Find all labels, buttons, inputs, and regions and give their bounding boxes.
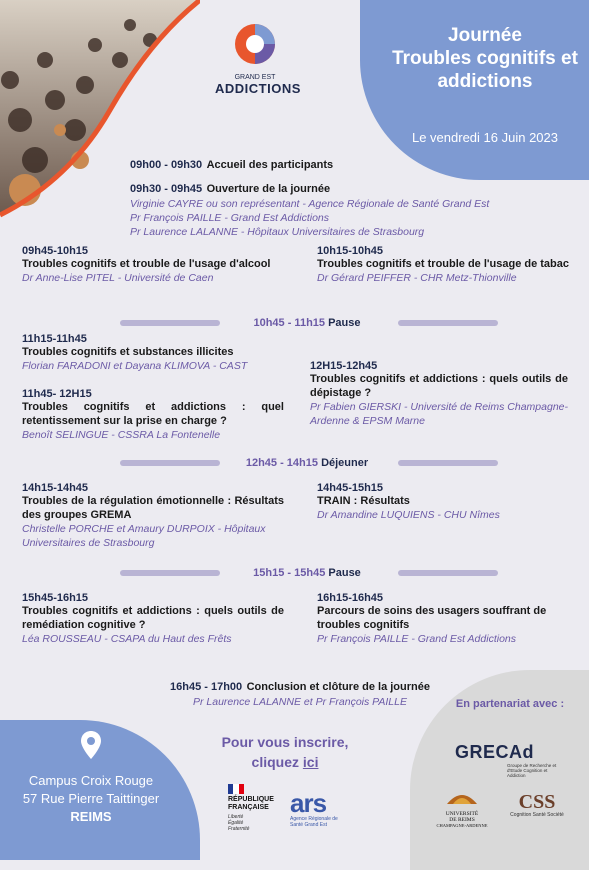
session-illicit: 11h15-11h45 Troubles cognitifs et substances illicites Florian FARADONI et Dayana KLIMOVA - CAST [22, 333, 248, 372]
session-care-impact: 11h45- 12H15 Troubles cognitifs et addictions : quel retentissement sur la prise en charge ? Benoît SELINGUE - CSSRA La Fontenelle [22, 388, 284, 441]
ars-logo: ars Agence Régionale de Santé Grand Est [290, 788, 338, 828]
flag-icon [228, 784, 244, 794]
session-train: 14h45-15h15 TRAIN : Résultats Dr Amandine LUQUIENS - CHU Nîmes [317, 482, 500, 521]
session-care-pathway: 16h15-16h45 Parcours de soins des usagers souffrant de troubles cognitifs Pr François PAILLE - Grand Est Addictions [317, 592, 547, 645]
break-pause-2: 15h15 - 15h45 Pause [253, 567, 361, 579]
divider [120, 460, 220, 466]
break-pause-1: 10h45 - 11h15 Pause [253, 317, 361, 329]
divider [398, 460, 498, 466]
location-pin-icon [80, 730, 102, 760]
divider [120, 320, 220, 326]
register-text: Pour vous inscrire, cliquez ici [221, 734, 349, 770]
session-opening: 09h30 - 09h45 Ouverture de la journée Virginie CAYRE ou son représentant - Agence Régionale de Santé Grand Est Pr François PAILLE - Grand Est Addictions Pr Laurence LALANNE - Hôpitaux Universitaires de Strasbourg [130, 183, 490, 238]
break-lunch: 12h45 - 14h15 Déjeuner [245, 457, 369, 469]
css-logo: CSS Cognition Santé Société [510, 791, 564, 818]
urca-logo: UNIVERSITÉ DE REIMS CHAMPAGNE-ARDENNE [427, 790, 497, 829]
venue-address: Campus Croix Rouge 57 Rue Pierre Taittinger REIMS [22, 773, 160, 824]
event-title: Journée Troubles cognitifs et addictions [392, 25, 578, 92]
divider [398, 570, 498, 576]
republique-francaise-logo: RÉPUBLIQUE FRANÇAISE Liberté Égalité Fraternité [228, 784, 286, 832]
session-tobacco: 10h15-10h45 Troubles cognitifs et trouble de l'usage de tabac Dr Gérard PEIFFER - CHR Metz-Thionville [317, 245, 569, 284]
grecad-logo: GRECAd Groupe de Recherche et d'Etude Cognition et Addiction [455, 742, 557, 778]
event-date: Le vendredi 16 Juin 2023 [411, 130, 558, 145]
session-remediation: 15h45-16h15 Troubles cognitifs et addictions : quels outils de remédiation cognitive ? Léa ROUSSEAU - CSAPA du Haut des Frêts [22, 592, 284, 645]
logo-line1: GRAND EST [234, 74, 276, 81]
session-screening: 12H15-12h45 Troubles cognitifs et addictions : quels outils de dépistage ? Pr Fabien GIERSKI - Université de Reims Champagne-Ardenne & EPSM Marne [310, 360, 568, 427]
header-banner [360, 0, 589, 180]
urca-emblem-icon [445, 790, 479, 806]
session-welcome: 09h00 - 09h30 Accueil des participants [130, 159, 334, 171]
logo-icon [229, 18, 281, 70]
divider [398, 320, 498, 326]
logo-line2: ADDICTIONS [215, 81, 301, 96]
partners-label: En partenariat avec : [455, 698, 565, 710]
divider [120, 570, 220, 576]
session-closing: 16h45 - 17h00 Conclusion et clôture de la journée Pr Laurence LALANNE et Pr François PAILLE [170, 681, 430, 708]
session-emotion: 14h15-14h45 Troubles de la régulation émotionnelle : Résultats des groupes GREMA Christelle PORCHE et Amaury DURPOIX - Hôpitaux Universitaires de Strasbourg [22, 482, 284, 549]
grand-est-addictions-logo [215, 18, 301, 96]
session-alcohol: 09h45-10h15 Troubles cognitifs et trouble de l'usage d'alcool Dr Anne-Lise PITEL - Université de Caen [22, 245, 271, 284]
register-link[interactable]: ici [302, 754, 319, 770]
